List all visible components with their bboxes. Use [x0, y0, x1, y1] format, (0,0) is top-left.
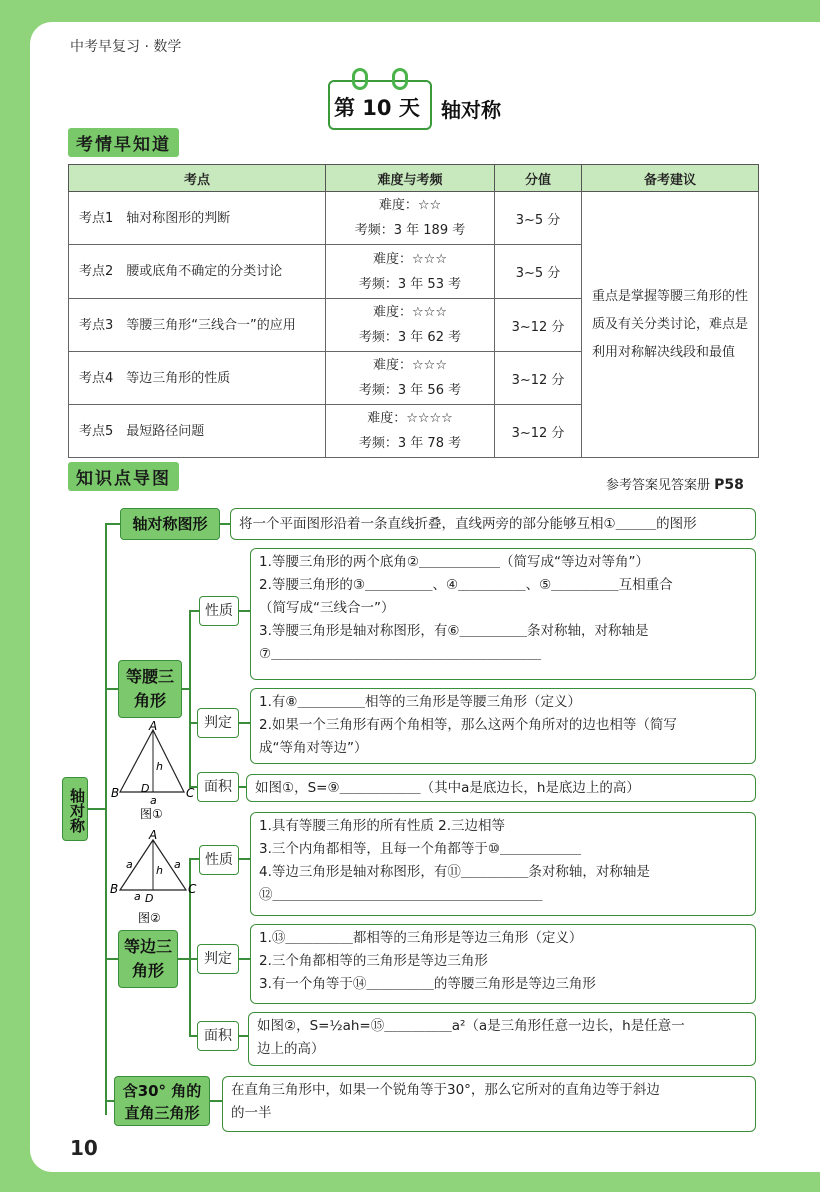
exam-table — [68, 164, 759, 458]
axis-symmetric-node: 轴对称图形 — [120, 508, 220, 540]
frequency: 考频：3 年 189 考 — [354, 223, 466, 238]
node-line: 含30° 角的 — [122, 1082, 202, 1100]
point-cell: 考点5 最短路径问题 — [69, 405, 326, 458]
side-a-right: a — [174, 858, 181, 871]
iso-area-label: 面积 — [197, 772, 239, 802]
advice-cell: 重点是掌握等腰三角形的性质及有关分类讨论，难点是利用对称解决线段和最值 — [582, 192, 759, 458]
page-number: 10 — [70, 1136, 98, 1160]
vertex-c: C — [188, 882, 197, 896]
equi-judge-label: 判定 — [197, 944, 239, 974]
vertex-b: B — [111, 786, 120, 800]
difficulty-cell — [326, 192, 495, 245]
iso-property-box — [250, 548, 756, 680]
difficulty-cell — [326, 405, 495, 458]
right-triangle-line: 的一半 — [231, 1105, 272, 1121]
vertex-c: C — [186, 786, 195, 800]
series-header: 中考早复习 · 数学 — [70, 39, 182, 55]
equi-area-box — [248, 1012, 756, 1066]
right-triangle-30-box — [222, 1076, 756, 1132]
figure-caption: 图② — [138, 911, 161, 925]
iso-property-line: （简写成“三线合一”） — [259, 600, 395, 616]
iso-property-line: 2.等腰三角形的③＿＿＿＿＿、④＿＿＿＿＿、⑤＿＿＿＿＿互相重合 — [259, 577, 673, 593]
trunk-line — [105, 523, 107, 1115]
iso-property-line: 3.等腰三角形是轴对称图形，有⑥＿＿＿＿＿条对称轴，对称轴是 — [259, 623, 649, 639]
figure-1-isosceles — [108, 719, 195, 821]
iso-judge-box — [250, 688, 756, 764]
root-connector — [88, 808, 106, 810]
section-knowledge-map: 知识点导图 — [68, 462, 179, 491]
table-row — [69, 192, 759, 245]
reference-page: P58 — [714, 477, 744, 493]
vertex-a: A — [149, 719, 158, 733]
branch-line — [189, 1035, 197, 1037]
side-a-left: a — [126, 858, 133, 871]
point-cell: 考点4 等边三角形的性质 — [69, 352, 326, 405]
iso-property-line: 1.等腰三角形的两个底角②＿＿＿＿＿＿（简写成“等边对等角”） — [259, 554, 649, 570]
score-cell: 3~12 分 — [495, 352, 582, 405]
equi-property-line: 3.三个内角都相等，且每一个角都等于⑩＿＿＿＿＿＿ — [259, 841, 581, 857]
frequency: 考频：3 年 62 考 — [358, 330, 462, 345]
iso-judge-line: 1.有⑧＿＿＿＿＿相等的三角形是等腰三角形（定义） — [259, 694, 581, 710]
foot-d: D — [145, 892, 154, 905]
isosceles-node: 等腰三角形 — [118, 660, 182, 718]
equi-property-line: ⑫＿＿＿＿＿＿＿＿＿＿＿＿＿＿＿＿＿＿＿＿ — [259, 887, 543, 903]
branch-line — [238, 958, 250, 960]
difficulty-cell — [326, 299, 495, 352]
equi-property-label: 性质 — [199, 845, 239, 875]
branch-line — [238, 858, 250, 860]
day-label: 第 10 天 — [334, 96, 420, 120]
base-a: a — [134, 890, 141, 903]
branch-line — [189, 610, 199, 612]
page-title: 轴对称 — [441, 98, 501, 122]
branch-line — [106, 1100, 114, 1102]
equilateral-node: 等边三角形 — [118, 930, 178, 988]
equi-judge-line: 3.有一个角等于⑭＿＿＿＿＿的等腰三角形是等边三角形 — [259, 976, 596, 992]
branch-line — [189, 958, 197, 960]
point-cell: 考点2 腰或底角不确定的分类讨论 — [69, 245, 326, 299]
section-exam-info: 考情早知道 — [68, 128, 179, 157]
right-triangle-line: 在直角三角形中，如果一个锐角等于30°，那么它所对的直角边等于斜边 — [231, 1082, 660, 1098]
score-cell: 3~5 分 — [495, 192, 582, 245]
branch-line — [238, 610, 250, 612]
axis-symmetric-definition: 将一个平面图形沿着一条直线折叠，直线两旁的部分能够互相①＿＿＿的图形 — [230, 508, 756, 540]
frequency: 考频：3 年 56 考 — [358, 383, 462, 398]
iso-judge-line: 2.如果一个三角形有两个角相等，那么这两个角所对的边也相等（简写 — [259, 717, 677, 733]
right-triangle-30-node — [114, 1076, 210, 1126]
th-advice: 备考建议 — [582, 165, 759, 192]
th-point: 考点 — [69, 165, 326, 192]
foot-d: D — [141, 782, 150, 795]
th-difficulty: 难度与考频 — [326, 165, 495, 192]
equi-area-line: 边上的高） — [257, 1041, 325, 1057]
score-cell: 3~5 分 — [495, 245, 582, 299]
iso-judge-line: 成“等角对等边”） — [259, 740, 368, 756]
difficulty-stars: 难度：☆☆☆☆ — [367, 411, 453, 426]
iso-property-line: ⑦＿＿＿＿＿＿＿＿＿＿＿＿＿＿＿＿＿＿＿＿ — [259, 646, 542, 662]
base-a: a — [150, 794, 157, 807]
branch-line — [106, 688, 118, 690]
branch-line — [238, 722, 250, 724]
frequency: 考频：3 年 78 考 — [358, 436, 462, 451]
branch-line — [238, 1035, 248, 1037]
equi-area-line: 如图②，S=½ah=⑮＿＿＿＿＿a²（a是三角形任意一边长，h是任意一 — [257, 1018, 685, 1034]
branch-line — [106, 958, 118, 960]
iso-property-label: 性质 — [199, 596, 239, 626]
equi-judge-line: 1.⑬＿＿＿＿＿都相等的三角形是等边三角形（定义） — [259, 930, 583, 946]
vertex-b: B — [110, 882, 119, 896]
difficulty-cell — [326, 245, 495, 299]
difficulty-stars: 难度：☆☆☆ — [373, 251, 447, 267]
root-node: 轴对称 — [62, 777, 88, 841]
equi-property-line: 1.具有等腰三角形的所有性质 2.三边相等 — [259, 818, 506, 834]
iso-judge-label: 判定 — [197, 708, 239, 738]
figure-caption: 图① — [140, 807, 163, 821]
figure-2-equilateral — [108, 826, 197, 926]
point-cell: 考点3 等腰三角形“三线合一”的应用 — [69, 299, 326, 352]
triangle-shape — [120, 730, 184, 792]
equi-property-line: 4.等边三角形是轴对称图形，有⑪＿＿＿＿＿条对称轴，对称轴是 — [259, 864, 650, 880]
branch-line — [210, 1100, 222, 1102]
difficulty-stars: 难度：☆☆ — [378, 198, 442, 213]
height-h: h — [156, 864, 163, 877]
reference-text: 参考答案见答案册 — [606, 478, 711, 493]
th-score: 分值 — [495, 165, 582, 192]
equi-judge-line: 2.三个角都相等的三角形是等边三角形 — [259, 953, 488, 969]
branch-line — [106, 523, 120, 525]
iso-area-box: 如图①，S=⑨＿＿＿＿＿＿（其中a是底边长，h是底边上的高） — [246, 774, 756, 802]
score-cell: 3~12 分 — [495, 405, 582, 458]
height-h: h — [156, 760, 163, 773]
point-cell: 考点1 轴对称图形的判断 — [69, 192, 326, 245]
equi-property-box — [250, 812, 756, 916]
difficulty-stars: 难度：☆☆☆ — [373, 305, 447, 320]
difficulty-cell — [326, 352, 495, 405]
node-line: 直角三角形 — [124, 1104, 200, 1122]
branch-line — [238, 786, 246, 788]
frequency: 考频：3 年 53 考 — [358, 276, 462, 292]
vertex-a: A — [149, 828, 158, 842]
answer-reference — [606, 474, 744, 493]
score-cell: 3~12 分 — [495, 299, 582, 352]
equi-area-label: 面积 — [197, 1021, 239, 1051]
equi-judge-box — [250, 924, 756, 1004]
difficulty-stars: 难度：☆☆☆ — [373, 358, 447, 373]
